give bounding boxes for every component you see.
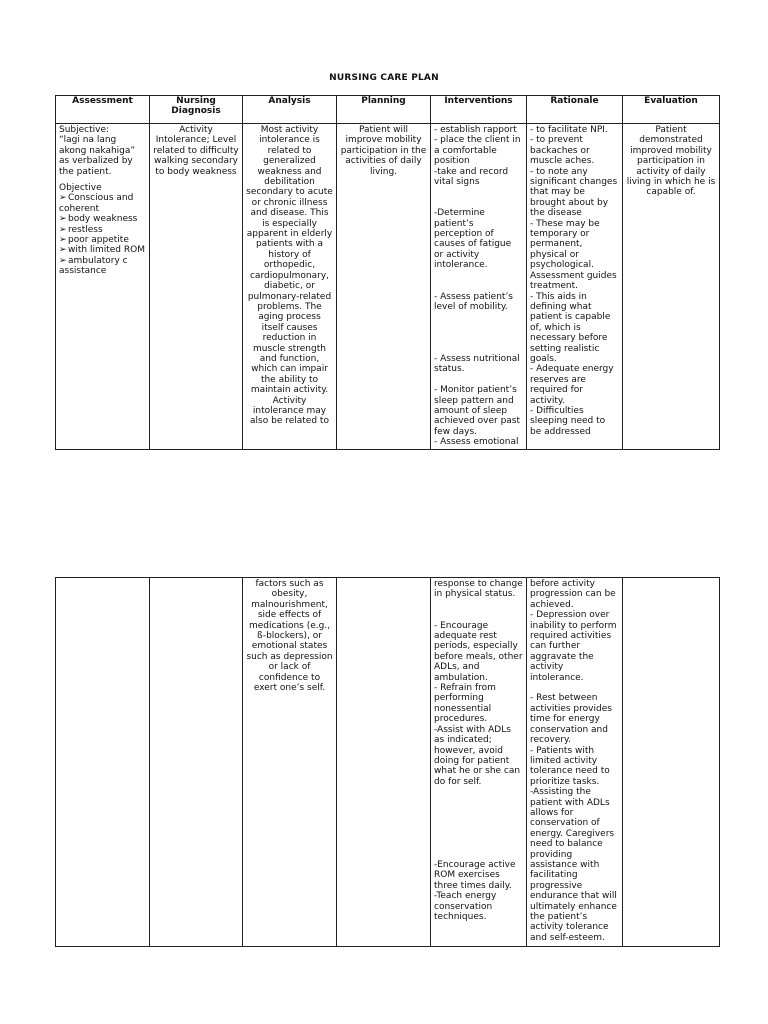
nursing-diagnosis-cell (150, 578, 243, 947)
arrow-bullet-icon: ➢ (59, 255, 67, 266)
objective-item: ➢body weakness (59, 214, 138, 225)
header-interventions: Interventions (431, 96, 527, 124)
rationale-cell: before activity progression can be achieved. - Depression over inability to perform required activities can further aggravate the activity intolerance. - Rest between activities provides time for energy conservation and recovery. - Patients with limited activity tolerance need to prioritize tasks. -Assisting the patient with ADLs allows for conservation of energy. Caregivers need to balance providing assistance with facilitating progressive endurance that will ultimately enhance the patient’s activity tolerance and self-esteem. (527, 578, 623, 947)
planning-cell: Patient will improve mobility participation in the activities of daily living. (337, 124, 431, 450)
objective-item: ➢poor appetite (59, 235, 129, 246)
objective-item: ➢with limited ROM (59, 245, 145, 256)
document-title: NURSING CARE PLAN (329, 73, 439, 83)
subjective-text: “lagi na lang akong nakahiga” as verbalized by the patient. (59, 135, 136, 177)
arrow-bullet-icon: ➢ (59, 193, 67, 204)
arrow-bullet-icon: ➢ (59, 224, 67, 235)
nursing-diagnosis-cell: Activity Intolerance; Level related to difficulty walking secondary to body weakness (150, 124, 243, 450)
table-row (56, 578, 720, 947)
objective-item: ➢ambulatory c assistance (59, 255, 128, 277)
arrow-bullet-icon: ➢ (59, 245, 67, 256)
analysis-cell: Most activity intolerance is related to generalized weakness and debilitation secondary to acute or chronic illness and disease. This is especially apparent in elderly patients with a history of orthopedic, cardiopulmonary, diabetic, or pulmonary-related problems. The aging process itself causes reduction in muscle strength and function, which can impair the ability to maintain activity. Activity intolerance may also be related to (243, 124, 337, 450)
assessment-cell (56, 578, 150, 947)
objective-item: ➢Conscious and coherent (59, 193, 134, 214)
planning-cell (337, 578, 431, 947)
interventions-cell: - establish rapport - place the client in a comfortable position -take and record vital signs -Determine patient’s perception of causes of fatigue or activity intolerance. - Assess patient’s level of mobility. - Assess nutritional status. - Monitor patient’s sleep pattern and amount of sleep achieved over past few days. - Assess emotional (431, 124, 527, 450)
header-evaluation: Evaluation (623, 96, 720, 124)
header-nursing-diagnosis: Nursing Diagnosis (150, 96, 243, 124)
header-analysis: Analysis (243, 96, 337, 124)
rationale-cell: - to facilitate NPI. - to prevent backaches or muscle aches. - to note any significant changes that may be brought about by the disease - These may be temporary or permanent, physical or psychological. Assessment guides treatment. - This aids in defining what patient is capable of, which is necessary before setting realistic goals. - Adequate energy reserves are required for activity. - Difficulties sleeping need to be addressed (527, 124, 623, 450)
header-rationale: Rationale (527, 96, 623, 124)
arrow-bullet-icon: ➢ (59, 235, 67, 246)
care-plan-table-page-2 (55, 577, 720, 947)
table-row (56, 124, 720, 450)
header-planning: Planning (337, 96, 431, 124)
arrow-bullet-icon: ➢ (59, 214, 67, 225)
analysis-cell: factors such as obesity, malnourishment, side effects of medications (e.g., ß-blockers), or emotional states such as depression or lack of confidence to exert one’s self. (243, 578, 337, 947)
header-assessment: Assessment (56, 96, 150, 124)
evaluation-cell: Patient demonstrated improved mobility participation in activity of daily living in which he is capable of. (623, 124, 720, 450)
interventions-cell: response to change in physical status. - Encourage adequate rest periods, especially before meals, other ADLs, and ambulation. - Refrain from performing nonessential procedures. -Assist with ADLs as indicated; however, avoid doing for patient what he or she can do for self. -Encourage active ROM exercises three times daily. -Teach energy conservation techniques. (431, 578, 527, 947)
header-row (56, 96, 720, 124)
care-plan-table-page-1 (55, 95, 720, 450)
objective-label: Objective (59, 183, 102, 194)
evaluation-cell (623, 578, 720, 947)
assessment-cell (56, 124, 150, 450)
subjective-label: Subjective: (59, 125, 110, 135)
objective-item: ➢restless (59, 224, 103, 235)
